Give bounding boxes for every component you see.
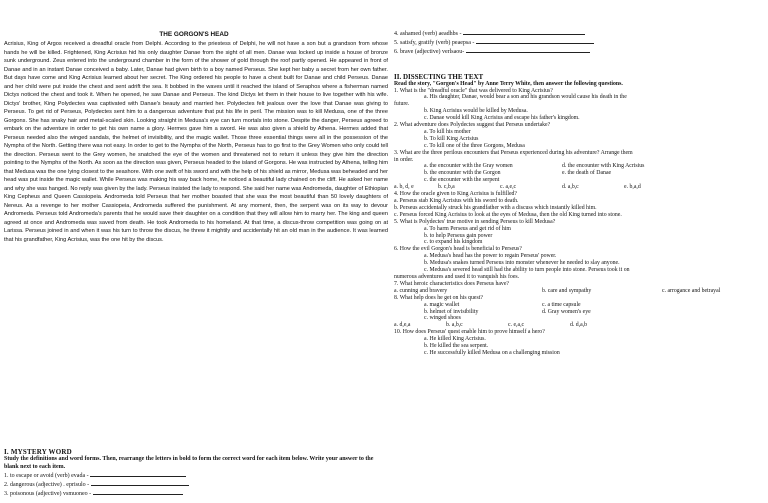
q3-choice-a: a. the encounter with the Gray women: [424, 163, 513, 170]
section1-heading: I. MYSTERY WORD: [4, 448, 72, 456]
q8-choice-row-2: [394, 309, 762, 316]
mystery-item-2: [4, 480, 388, 489]
mystery-item-1-text: 1. to escape or avoid (verb) evada -: [4, 473, 89, 479]
mystery-item-1: [4, 471, 388, 480]
q4-option-b[interactable]: b. Perseus accidentally struck his grandfather with a discuss which instantly killed him.: [394, 204, 597, 211]
q5-option-c[interactable]: c. to expand his kingdom: [424, 239, 483, 246]
q3-choice-row-2: [394, 170, 762, 177]
q3-answer-e[interactable]: e. b,a,d: [624, 184, 641, 191]
story-text: Acrisius, King of Argos received a dreadful oracle from Delphi. According to the priestess of Delphi, he will not have a son but a grandson from whose hands he will be killed. Frightened, King Acrisius hid his only daughter Danae from the sight of all men. Danae was locked up inside a house of bronze sunk underground. Zeus entered into the underground chamber in the form of the shower of gold through the roof partly opened. He appeared in front of Danae and in an instant Danae conceived a baby. Later, Danae had given birth to a boy named Perseus. She kept her baby a secret from her own father. But days have come and King Acrisius learned about her secret. The King ordered his people to have a chest built for Danae and child Perseus. Danae and her child were put inside the chest and sent adrift the sea. It bobbed in the waves until it reached the island of Seraphos where a fisherman named Dictys noticed the chest and took it. When he opened, he saw Danae and Perseus. The kind Dictys let them in their house to live together with his wife. Dictys' brother, King Polydectes was captivated with Danae's beauty and married her. Polydectes felt jealous over the love that Danae was giving to Perseus. To get rid of Perseus, Polydectes sent him to a dangerous adventure that put his life in peril. The mission was to kill Medusa, one of the three Gorgons. She has snaky hair and metal-scaled skin. Looking straight in Medusa's eye can turn mortals into stone. Despite the danger, Perseus agreed to embark on the adventure in order to get his own name a glory. Hermes gave him a sword. He was also given a shield by Athena. Hermes added that Perseus needed also the winged sandals, the helmet of invisibility, and the magic wallet. Those three essential things were all in the possession of the Nymphs of the North. Getting there was not easy. In order to get to the Nymphs of the North, Perseus has to go first to the Grey Women who only could tell the direction. Perseus went to the Grey women, he snatched the eye of the women and threatened not to return it unless they give him the direction pointing to the Nymphs of the North. As soon as the direction was given, Perseus headed to the island of Gorgons. He was instructed by Athena, telling him that Medusa was the one lying closest to the seashore. With one swift of his sword and with the help of his shield as mirror, Medusa was beheaded and her head was put inside the magic wallet. While Perseus was making his way back home, he noticed a beautiful lady chained on the cliff. He asked her name and why she was hanged. No reply was given by the lady. Perseus insisted the lady to respond. She said her name was Andromeda, daughter of Ethiopian King Cepheus and Queen Cassiopeia. Andromeda told Perseus that her mother boasted that she was the most beautiful than 50 lovely daughters of Nereus. As a revenge to her mother Cassiopeia, Andromeda suffered the punishment. At any moment, then, the serpent was on its way to devour Andromeda. Perseus told Andromeda's parents that he would save their daughter on a condition that they will allow him to marry her. The king and queen agreed at once and Andromeda was saved from death. He took Andromeda to his homeland. At that time, a discus-throw competition was going on at Larissa. Perseus joined in and when it was his turn to throw the discus, he threw it mightily and accidentally hit an old man in the audience. It was learned that his grandfather, King Acrisius, was the one hit by the discus.: [4, 41, 388, 243]
q3-choice-row-3: [394, 177, 762, 184]
q10-option-a[interactable]: a. He killed King Acrisius.: [424, 336, 486, 343]
q8-answer-c[interactable]: c. e,a,c: [508, 322, 525, 329]
q6-option-c[interactable]: c. Medusa's severed head still had the ability to turn people into stone. Perseus took it on: [424, 267, 630, 274]
q4-option-c[interactable]: c. Perseus forced King Acrisius to look at the eyes of Medusa, then the old King turned into stone.: [394, 211, 622, 218]
q1-option-c[interactable]: c. Danae would kill King Acrisius and escape his father's kingdom.: [424, 115, 580, 122]
question-7: 7. What heroic characteristics does Perseus have?: [394, 280, 509, 287]
q8-choice-e: c. winged shoes: [424, 315, 461, 322]
story-title: THE GORGON'S HEAD: [159, 31, 229, 38]
mystery-item-3: [4, 489, 388, 498]
mystery-item-4-text: 4. ashamed (verb) aeadhbs -: [394, 31, 462, 37]
question-4: 4. How the oracle given to King Acrisius is fulfilled?: [394, 191, 517, 198]
question-8: 8. What help does he get on his quest?: [394, 294, 483, 301]
q1-option-a-cont: future.: [394, 101, 410, 108]
q8-choice-b: b. helmet of invisibility: [424, 308, 479, 315]
question-6: 6. How the evil Gorgon's head is beneficial to Perseus?: [394, 246, 522, 253]
mystery-item-2-text: 2. dangerous (adjective) . eprisulo -: [4, 482, 90, 489]
q7-option-b[interactable]: b. care and sympathy: [542, 287, 592, 294]
question-2: 2. What adventure does Polydectes suggest that Perseus undertake?: [394, 122, 551, 129]
q10-option-b[interactable]: b. He killed the sea serpent.: [424, 343, 489, 350]
answer-blank-5[interactable]: [476, 38, 594, 44]
question-1: 1. What is the "dreadful oracle" that was delivered to King Acrisius?: [394, 87, 553, 94]
q6-option-a[interactable]: a. Medusa's head has the power to regain Perseus' power.: [424, 253, 557, 260]
q6-option-c-cont: numerous adventures and used it to vanquish his foes.: [394, 273, 520, 280]
mystery-item-5-text: 5. satisfy, gratify (verb) peaepsa -: [394, 40, 475, 47]
mystery-item-6: [394, 47, 762, 56]
mystery-item-4: [394, 29, 762, 38]
question-3: 3. What are the three perilous encounters that Perseus experienced during his adventure? Arrange them: [394, 149, 633, 156]
q8-choice-row-3: [394, 315, 762, 322]
q3-answer-c[interactable]: c. a,e,c: [500, 184, 517, 191]
right-column: [394, 0, 762, 357]
q3-choice-b: b. the encounter with the Gorgon: [424, 170, 501, 177]
answer-blank-2[interactable]: [91, 480, 189, 486]
q3-answer-a[interactable]: a. b, d, e: [394, 184, 414, 191]
q8-answer-a[interactable]: a. d,e,a: [394, 322, 411, 329]
q8-choice-row-1: [394, 302, 762, 309]
mystery-item-6-text: 6. brave (adjective) verlsaou-: [394, 49, 465, 56]
q1-option-a[interactable]: a. His daughter, Danae, would bear a son and his grandson would cause his death in the: [424, 94, 627, 101]
q8-choice-a: a. magic wallet: [424, 301, 460, 308]
q3-choice-d: d. the encounter with King Acrisius: [562, 163, 645, 170]
question-5: 5. What is Polydectes' true motive in sending Perseus to kill Medusa?: [394, 218, 556, 225]
section1-instructions: Study the definitions and word forms. Then, rearrange the letters in bold to form the correct word for each item below. Write your answer to the blank next to each item.: [4, 456, 374, 470]
q4-option-a[interactable]: a. Perseus stab King Acrisius with his sword to death.: [394, 198, 519, 205]
section2-instructions: Read the story, "Gorgon's Head" by Anne Terry White, then answer the following questions.: [394, 80, 623, 87]
q8-answer-b[interactable]: b. a,b,c: [446, 322, 463, 329]
q5-option-a[interactable]: a. To harm Perseus and get rid of him: [424, 225, 511, 232]
q8-choice-c: c. a time capsule: [542, 301, 581, 308]
q3-choice-c: c. the encounter with the serpent: [424, 177, 500, 184]
q2-option-a[interactable]: a. To kill his mother: [424, 128, 471, 135]
answer-blank-6[interactable]: [466, 47, 590, 53]
q7-options: [394, 288, 762, 295]
answer-blank-1[interactable]: [90, 471, 186, 477]
question-3-cont: in order.: [394, 156, 414, 163]
mystery-item-3-text: 3. poisonous (adjective) vsmuoneo -: [4, 491, 92, 498]
q3-answer-b[interactable]: b. c,b,a: [438, 184, 455, 191]
answer-blank-4[interactable]: [463, 29, 585, 35]
q1-option-b[interactable]: b. King Acrisius would be killed by Medusa.: [424, 108, 528, 115]
q2-option-b[interactable]: b. To kill King Acrisius: [424, 135, 479, 142]
q7-option-a[interactable]: a. cunning and bravery: [394, 287, 448, 294]
q2-option-c[interactable]: c. To kill one of the three Gorgons, Medusa: [424, 142, 525, 149]
answer-blank-3[interactable]: [93, 489, 183, 495]
q8-answer-d[interactable]: d. d,a,b: [570, 322, 588, 329]
q6-option-b[interactable]: b. Medusa's snakes turned Perseus into monster whenever he needed to slay anyone.: [424, 260, 620, 267]
q3-answer-d[interactable]: d. a,b,c: [562, 184, 579, 191]
q10-option-c[interactable]: c. He successfully killed Medusa on a challenging mission: [424, 349, 560, 356]
q5-option-b[interactable]: b. to help Perseus gain power: [424, 232, 493, 239]
section2-heading: II. DISSECTING THE TEXT: [394, 72, 484, 81]
mystery-item-5: [394, 38, 762, 47]
q3-choice-e: e. the death of Danae: [562, 170, 612, 177]
question-10: 10. How does Perseus' quest enable him to prove himself a hero?: [394, 329, 545, 336]
q7-option-c[interactable]: c. arrogance and betrayal: [662, 287, 721, 294]
q8-choice-d: d. Gray women's eye: [542, 308, 591, 315]
